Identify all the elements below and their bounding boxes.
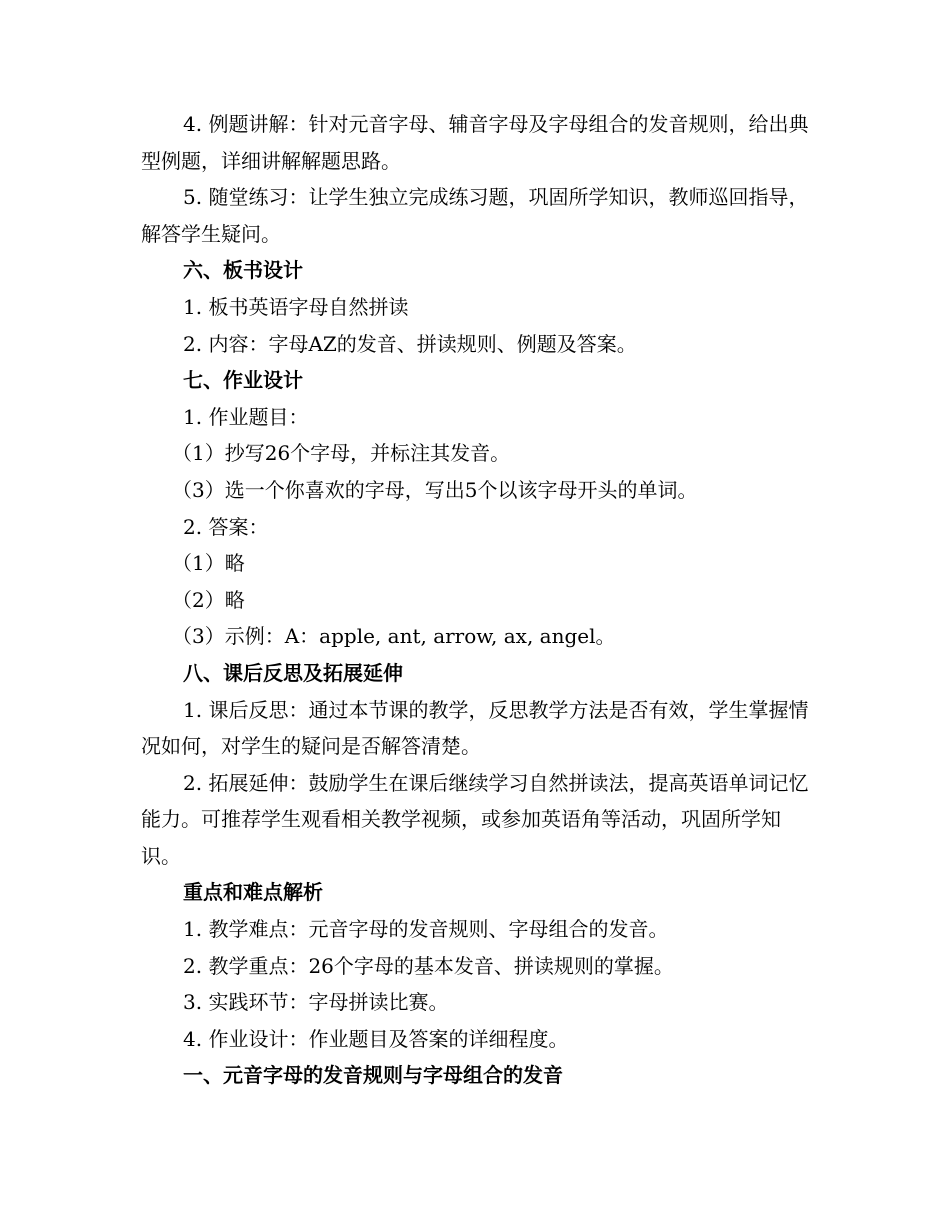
list-item-practice-session: 3. 实践环节：字母拼读比赛。 [183, 990, 449, 1015]
section-heading-homework-design: 七、作业设计 [183, 368, 303, 393]
answer-3: （3）示例：A：apple, ant, arrow, ax, angel。 [172, 624, 616, 649]
list-item-teaching-focus: 2. 教学重点：26个字母的基本发音、拼读规则的掌握。 [183, 953, 674, 978]
list-item-answers: 2. 答案： [183, 514, 269, 539]
list-item-homework-design: 4. 作业设计：作业题目及答案的详细程度。 [183, 1026, 569, 1051]
homework-question-3: （3）选一个你喜欢的字母，写出5个以该字母开头的单词。 [172, 477, 698, 502]
paragraph-example-explanation: 4. 例题讲解：针对元音字母、辅音字母及字母组合的发音规则，给出典型例题，详细讲解解题思路。 [141, 112, 809, 173]
answer-1: （1）略 [172, 551, 245, 576]
list-item-teaching-difficulty: 1. 教学难点：元音字母的发音规则、字母组合的发音。 [183, 917, 669, 942]
answer-2: （2）略 [172, 587, 245, 612]
paragraph-extension: 2. 拓展延伸：鼓励学生在课后继续学习自然拼读法，提高英语单词记忆能力。可推荐学生观看相关教学视频，或参加英语角等活动，巩固所学知识。 [141, 770, 809, 868]
list-item-blackboard-content: 2. 内容：字母AZ的发音、拼读规则、例题及答案。 [183, 331, 637, 356]
document-body [141, 106, 811, 1094]
list-item-blackboard-title: 1. 板书英语字母自然拼读 [183, 294, 409, 319]
list-item-homework-questions: 1. 作业题目： [183, 404, 309, 429]
homework-question-1: （1）抄写26个字母，并标注其发音。 [172, 441, 511, 466]
section-heading-key-difficult-points: 重点和难点解析 [183, 880, 323, 905]
section-heading-reflection-extension: 八、课后反思及拓展延伸 [183, 660, 403, 685]
section-heading-vowel-rules: 一、元音字母的发音规则与字母组合的发音 [183, 1063, 563, 1088]
section-heading-blackboard-design: 六、板书设计 [183, 258, 303, 283]
paragraph-reflection: 1. 课后反思：通过本节课的教学，反思教学方法是否有效，学生掌握情况如何，对学生的疑问是否解答清楚。 [141, 697, 809, 759]
paragraph-in-class-practice: 5. 随堂练习：让学生独立完成练习题，巩固所学知识，教师巡回指导，解答学生疑问。 [141, 185, 809, 246]
